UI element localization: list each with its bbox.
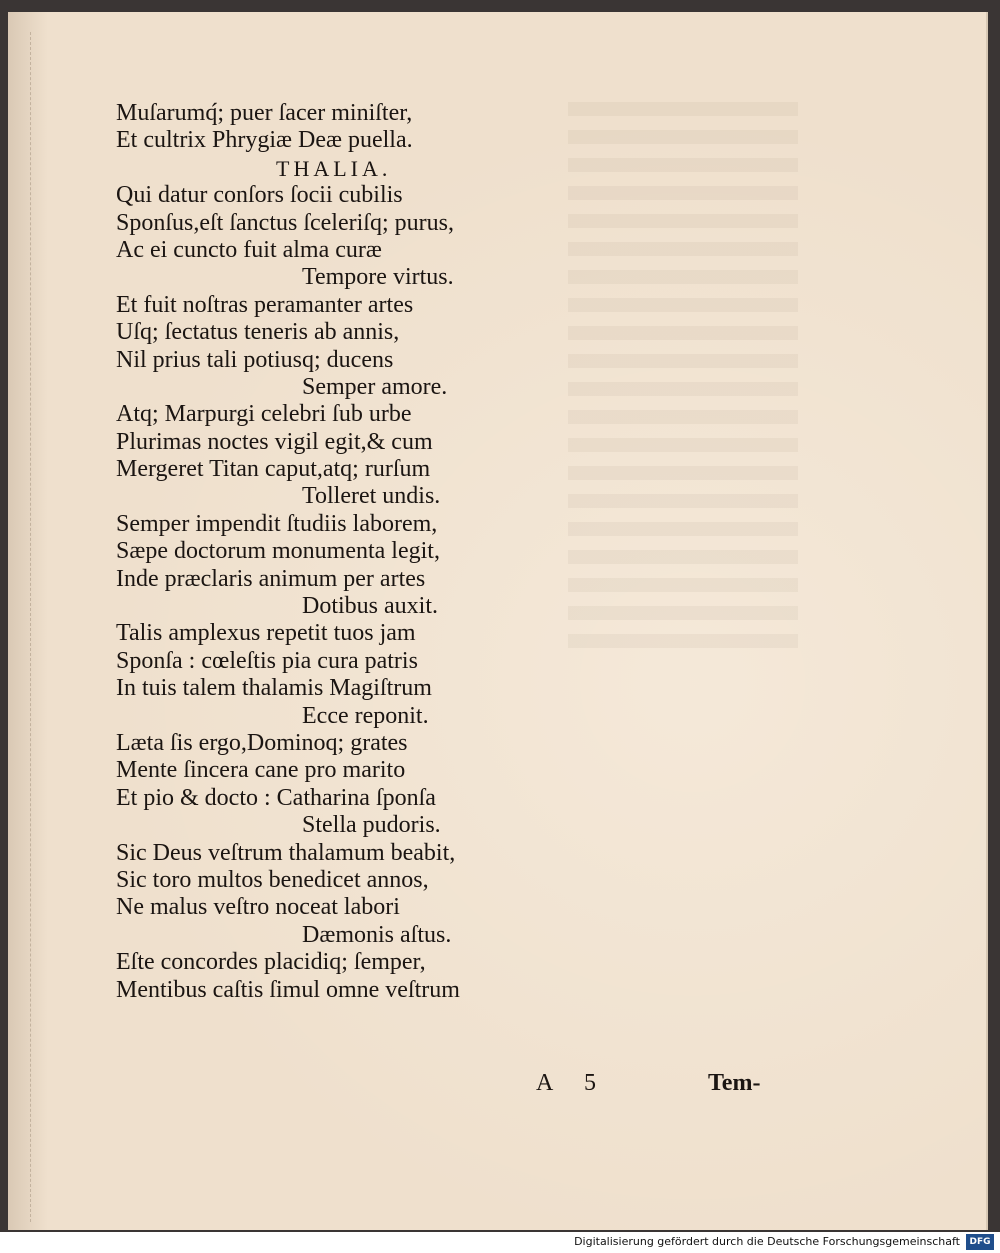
poem-line: Et cultrix Phrygiæ Deæ puella. — [116, 127, 413, 154]
section-heading: THALIA. — [276, 155, 392, 181]
signature-mark: A — [536, 1070, 554, 1096]
poem-line: Et pio & docto : Catharina ſponſa — [116, 784, 436, 811]
poem-line: Mergeret Titan caput,atq; rurſum — [116, 456, 431, 483]
poem-line: Sæpe doctorum monumenta legit, — [116, 538, 440, 565]
poem-line: Dotibus auxit. — [302, 593, 438, 620]
poem-line: Et fuit noſtras peramanter artes — [116, 291, 414, 318]
book-page — [8, 12, 988, 1230]
poem-line: Sic Deus veſtrum thalamum beabit, — [116, 839, 456, 866]
poem-line: Sponſa : cœleſtis pia cura patris — [116, 647, 418, 674]
poem-line: Mentibus caſtis ſimul omne veſtrum — [116, 976, 460, 1003]
poem-line: Semper amore. — [302, 373, 448, 400]
poem-line: In tuis talem thalamis Magiſtrum — [116, 675, 432, 702]
poem-line: Dæmonis aſtus. — [302, 921, 452, 948]
poem-line: Læta ſis ergo,Dominoq; grates — [116, 729, 408, 756]
poem-line: Qui datur conſors ſocii cubilis — [116, 182, 403, 209]
poem-line: Uſq; ſectatus teneris ab annis, — [116, 319, 400, 346]
poem-line: Tolleret undis. — [302, 483, 441, 510]
poem-line: Inde præclaris animum per artes — [116, 565, 426, 592]
poem-line: Atq; Marpurgi celebri ſub urbe — [116, 401, 412, 428]
poem-line: Nil prius tali potiusq; ducens — [116, 346, 394, 373]
catchword: Tem- — [708, 1070, 761, 1096]
poem-line: Talis amplexus repetit tuos jam — [116, 620, 416, 647]
poem-line: Ac ei cuncto fuit alma curæ — [116, 236, 382, 263]
signature-number: 5 — [584, 1070, 596, 1096]
credit-bar — [0, 1232, 1000, 1253]
poem-line: Muſarumq́; puer ſacer miniſter, — [116, 100, 413, 126]
poem-line: Sic toro multos benedicet annos, — [116, 866, 429, 893]
page-footer-catchwords — [536, 1070, 796, 1104]
dfg-logo: DFG — [966, 1234, 994, 1250]
poem-line: Eſte concordes placidiq; ſemper, — [116, 949, 426, 976]
poem-line: Ne malus veſtro noceat labori — [116, 894, 400, 921]
poem-line: Tempore virtus. — [302, 264, 454, 291]
poem-text-block — [116, 100, 536, 1004]
poem-line: Sponſus,eſt ſanctus ſceleriſq; purus, — [116, 209, 454, 236]
page-gutter — [16, 32, 31, 1222]
poem-line: Semper impendit ſtudiis laborem, — [116, 510, 438, 537]
bleed-through-text — [568, 102, 798, 662]
credit-text: Digitalisierung gefördert durch die Deutsche Forschungsgemeinschaft — [574, 1235, 960, 1248]
poem-line: Plurimas noctes vigil egit,& cum — [116, 428, 433, 455]
poem-line: Stella pudoris. — [302, 812, 441, 839]
poem-line: Mente ſincera cane pro marito — [116, 757, 406, 784]
poem-line: Ecce reponit. — [302, 702, 429, 729]
